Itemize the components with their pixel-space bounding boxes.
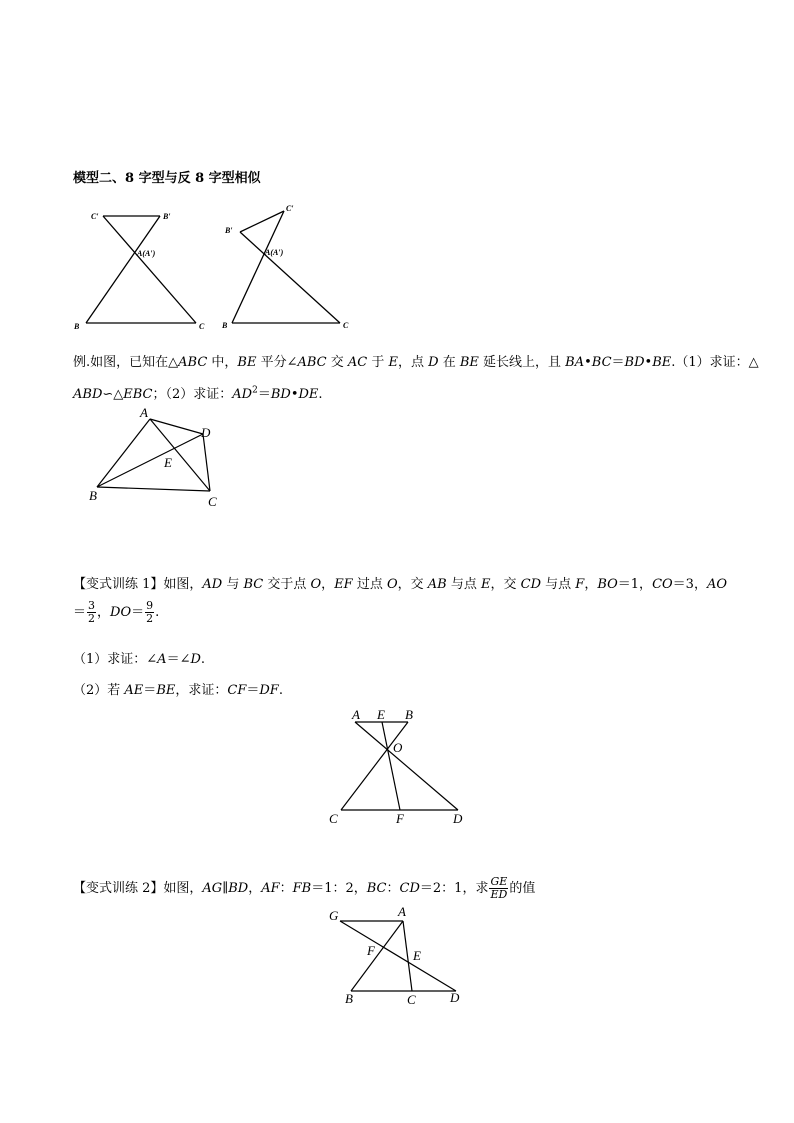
fig4-label-a: A [352, 707, 360, 722]
fig3-label-a: A [140, 405, 148, 420]
section-title: 模型二、8 字型与反 8 字型相似 [73, 171, 261, 186]
fig4-label-o: O [393, 740, 403, 755]
fig3-label-d: D [201, 425, 211, 440]
fig1-label-b1: B′ [163, 212, 171, 221]
figure-variant-1 [325, 705, 475, 830]
figure-example [86, 403, 226, 513]
figure-8-shape [70, 205, 210, 335]
fig3-label-c: C [208, 494, 217, 509]
fig1-label-c: C [199, 322, 205, 331]
fig4-label-d: D [453, 811, 463, 826]
example-line-1: 例.如图，已知在△ABC 中，BE 平分∠ABC 交 AC 于 E，点 D 在 BE 延长线上，且 BA•BC＝BD•BE.（1）求证：△ [73, 355, 759, 370]
fig5-label-a: A [398, 904, 406, 919]
fraction-do: $\frac{9}{2}$ [146, 599, 154, 625]
variant1-question-1: （1）求证：∠A＝∠D. [73, 652, 206, 667]
fig1-label-c1: C′ [91, 212, 99, 221]
variant2-line: 【变式训练 2】如图，AG∥BD，AF：FB＝1：2，BC：CD＝2：1，求 $\frac{GE}{ED}$ 的值 [73, 875, 536, 901]
fig5-label-f: F [367, 943, 375, 958]
fraction-ao: $\frac{3}{2}$ [88, 599, 96, 625]
fig4-label-b: B [405, 707, 413, 722]
fig2-label-c1: C′ [286, 204, 294, 213]
example-line-2: ABD∽△EBC；（2）求证：$AD^2=BD•DE$. [73, 385, 323, 402]
fig2-label-center: A(A′) [265, 248, 284, 257]
fig2-label-b1: B′ [225, 226, 233, 235]
fig4-label-c: C [329, 811, 338, 826]
variant1-line-2: ＝ $\frac{3}{2}$ ，DO＝ $\frac{9}{2}$ . [73, 599, 160, 625]
fig5-label-c: C [407, 992, 416, 1007]
variant1-line-1: 【变式训练 1】如图，AD 与 BC 交于点 O，EF 过点 O，交 AB 与点 E，交 CD 与点 F，BO＝1，CO＝3，AO [73, 577, 727, 592]
fig1-label-b: B [74, 322, 80, 331]
fig3-label-b: B [89, 488, 97, 503]
figure-reverse-8-shape [222, 200, 362, 335]
fig4-label-e: E [377, 707, 385, 722]
fig5-label-d: D [450, 990, 460, 1005]
fig5-label-b: B [345, 991, 353, 1006]
fig5-label-e: E [413, 948, 421, 963]
fig1-label-center: A(A′) [137, 249, 156, 258]
fraction-ge-ed: $\frac{GE}{ED}$ [490, 875, 508, 901]
fig3-label-e: E [164, 455, 172, 470]
fig2-label-b: B [222, 321, 228, 330]
fig5-label-g: G [329, 908, 339, 923]
fig4-label-f: F [396, 811, 404, 826]
fig2-label-c: C [343, 321, 349, 330]
variant1-question-2: （2）若 AE＝BE，求证：CF＝DF. [73, 683, 283, 698]
figure-variant-2 [325, 902, 470, 1012]
